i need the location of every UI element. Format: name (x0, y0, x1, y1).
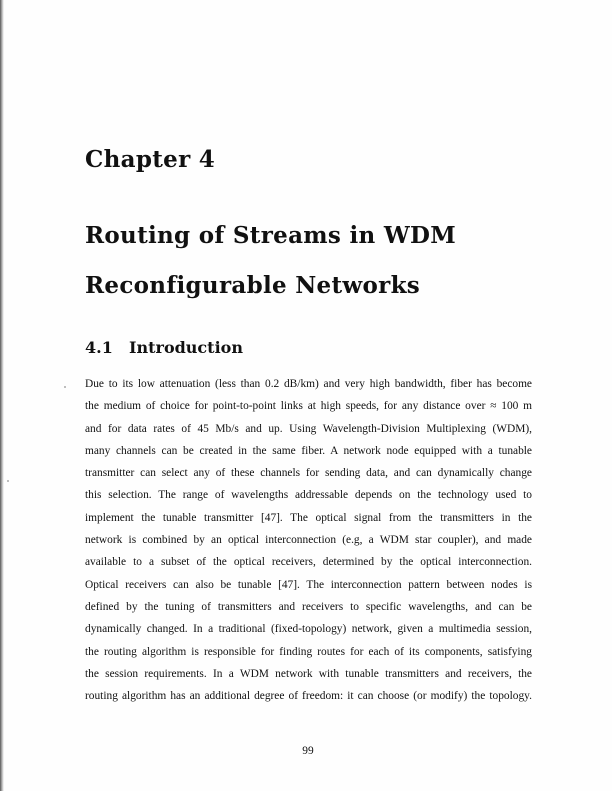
body-line: defined by the tuning of transmitters and receivers to specific wavelengths, and can be (85, 600, 532, 613)
chapter-label: Chapter 4 (85, 146, 216, 173)
scan-edge (0, 0, 4, 791)
scan-speck (7, 480, 9, 482)
body-line: this selection. The range of wavelengths addressable depends on the technology used to (85, 489, 532, 502)
chapter-title-line: Routing of Streams in WDM (85, 222, 456, 249)
body-line: the routing algorithm is responsible for finding routes for each of its components, satisfying (85, 645, 532, 658)
body-line: network is combined by an optical interconnection (e.g, a WDM star coupler), and made (85, 534, 532, 547)
section-title: Introduction (129, 338, 243, 357)
chapter-title (85, 211, 456, 311)
body-line: and for data rates of 45 Mb/s and up. Using Wavelength-Division Multiplexing (WDM), (85, 422, 532, 435)
body-line: implement the tunable transmitter [47]. The optical signal from the transmitters in the (85, 511, 532, 524)
body-line: the medium of choice for point-to-point links at high speeds, for any distance over ≈ 100 m (85, 400, 532, 413)
body-line: many channels can be created in the same fiber. A network node equipped with a tunable (85, 444, 532, 457)
body-line: available to a subset of the optical receivers, determined by the optical interconnection. (85, 556, 532, 569)
body-line: Due to its low attenuation (less than 0.2 dB/km) and very high bandwidth, fiber has become (85, 378, 532, 390)
body-line: routing algorithm has an additional degree of freedom: it can choose (or modify) the topology. (85, 690, 532, 703)
page-number: 99 (302, 745, 314, 757)
body-paragraph (85, 373, 532, 707)
body-line: transmitter can select any of these channels for sending data, and can dynamically change (85, 467, 532, 480)
body-line: the session requirements. In a WDM network with tunable transmitters and receivers, the (85, 667, 532, 680)
body-line: Optical receivers can also be tunable [47]. The interconnection pattern between nodes is (85, 578, 532, 591)
body-line: dynamically changed. In a traditional (fixed-topology) network, given a multimedia session, (85, 623, 532, 636)
chapter-title-line: Reconfigurable Networks (85, 272, 421, 299)
scan-speck (64, 386, 66, 388)
section-heading (85, 338, 243, 357)
section-number: 4.1 (85, 338, 113, 357)
